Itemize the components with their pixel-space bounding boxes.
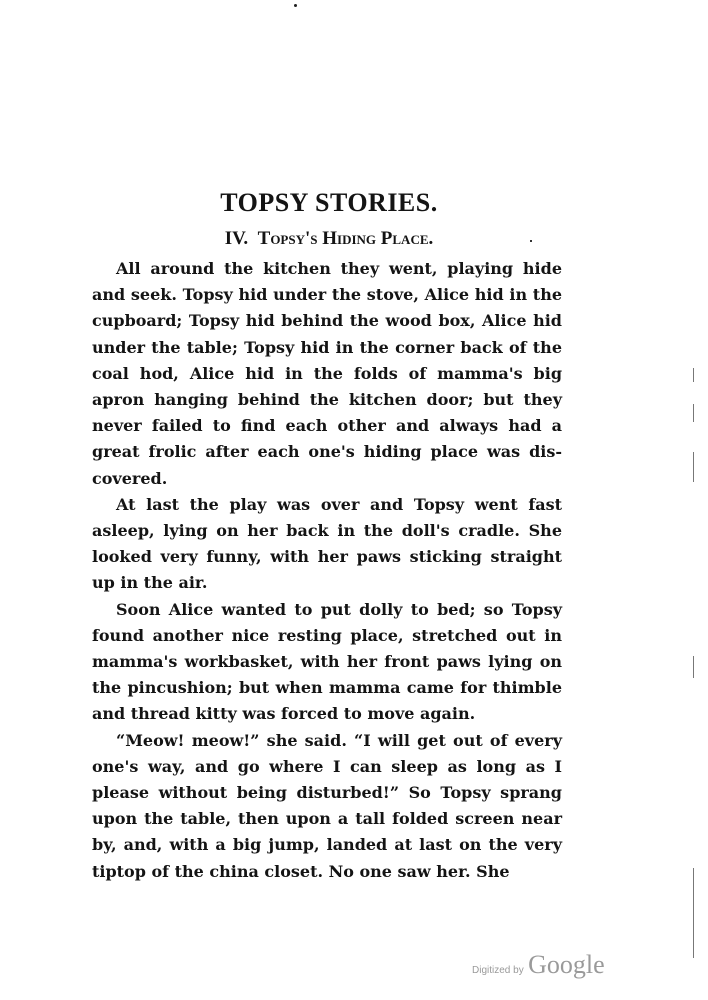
page-edge-mark: [693, 404, 694, 422]
page-edge-mark: [693, 452, 694, 482]
paragraph: Soon Alice wanted to put dolly to bed; so Topsy found another nice resting place, stretched out in mamma's workbasket, with her front paws lying on the pincushion; but when mamma came for thimble and thread kitty was forced to move again.: [92, 599, 562, 724]
page-edge-mark: [693, 368, 694, 382]
story-text: [92, 256, 562, 885]
page-edge-mark: [693, 656, 694, 678]
google-logo: Google: [528, 950, 605, 979]
paragraph: At last the play was over and Topsy went fast asleep, lying on her back in the doll's cradle. She looked very funny, with her paws sticking straight up in the air.: [92, 494, 562, 593]
digitized-by-google-watermark: [472, 950, 605, 980]
paragraph: “Meow! meow!” she said. “I will get out of every one's way, and go where I can sleep as long as I please without being disturbed!” So Topsy sprang upon the table, then upon a tall folded screen near by, and, with a big jump, landed at last on the very tiptop of the china closet. No one saw her. She: [92, 730, 562, 881]
chapter-heading: [0, 228, 658, 250]
page-edge-mark: [693, 868, 694, 958]
scan-speck: [294, 4, 297, 7]
paragraph: All around the kitchen they went, playing hide and seek. Topsy hid under the stove, Alice hid in the cupboard; Topsy hid behind the wood box, Alice hid under the table; Topsy hid in the corner back of the coal hod, Alice hid in the folds of mamma's big apron hanging behind the kitchen door; but they never failed to find each other and always had a great frolic after each one's hiding place was discovered.: [92, 259, 562, 488]
digitized-label: Digitized by: [472, 965, 524, 976]
page-title: TOPSY STORIES.: [220, 188, 438, 217]
chapter-numeral: IV.: [224, 228, 249, 249]
chapter-name: Topsy's Hiding Place.: [257, 228, 434, 249]
